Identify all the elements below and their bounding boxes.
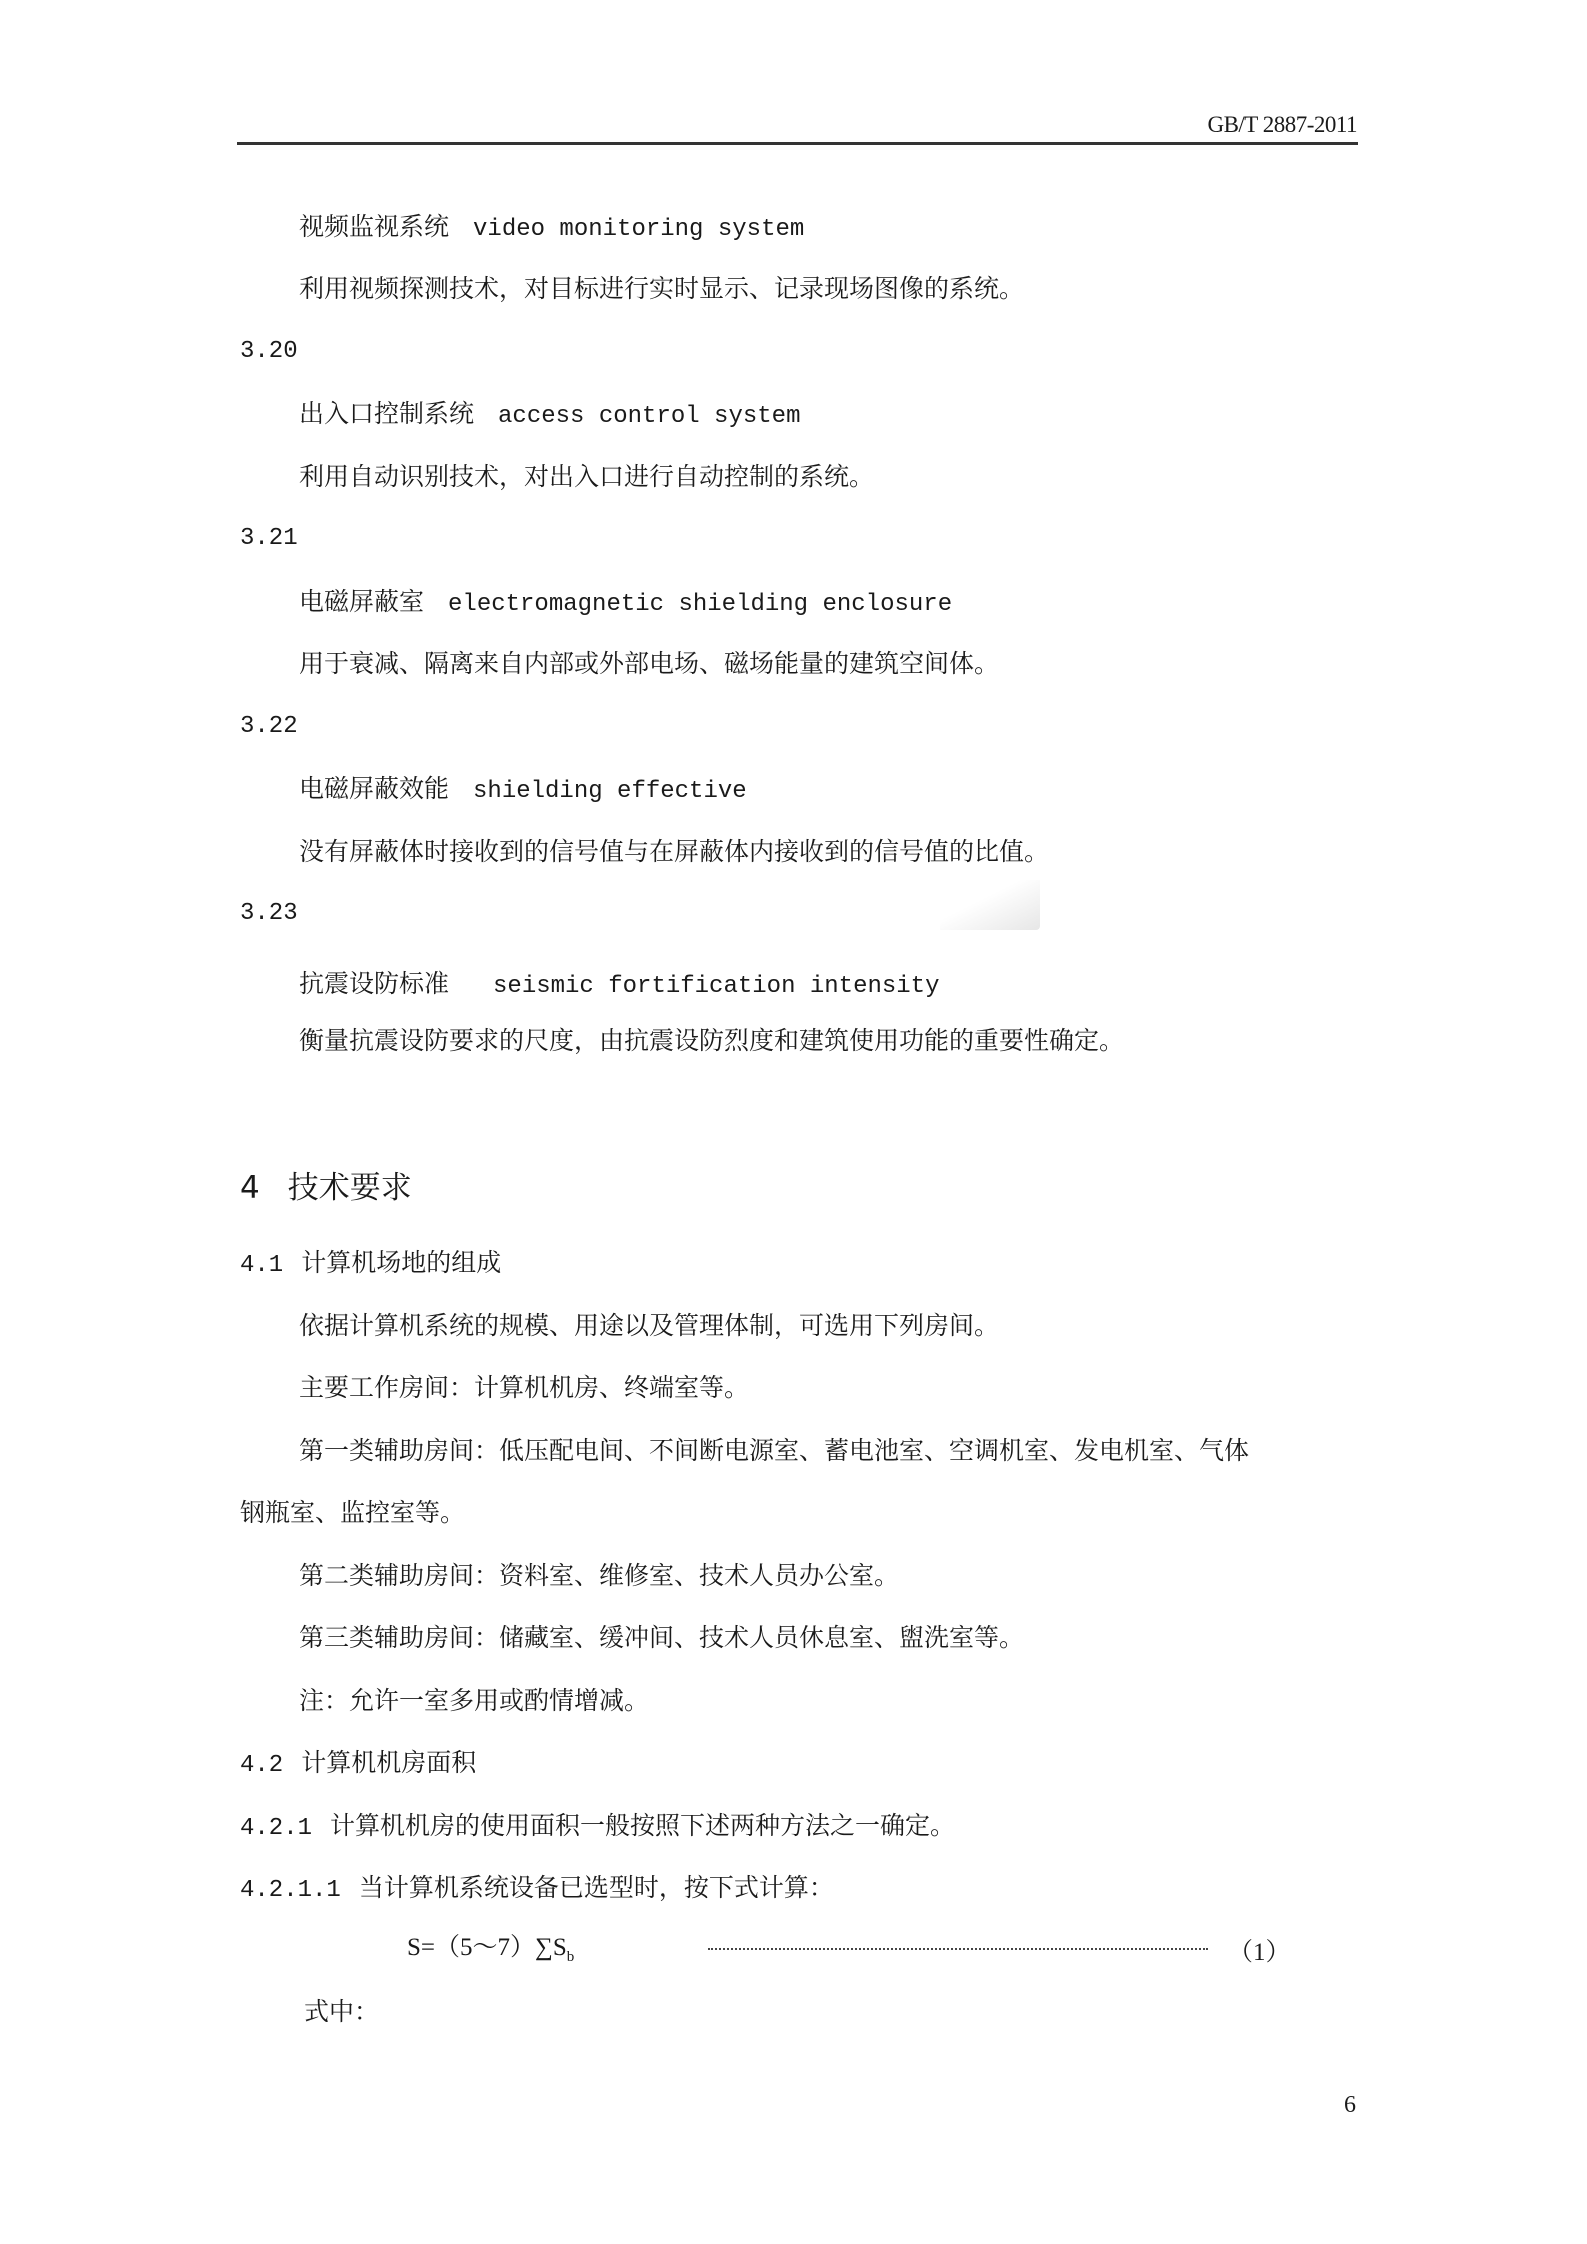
clause-title: 计算机机房面积 (301, 1748, 477, 1777)
term-zh: 出入口控制系统 (299, 399, 475, 428)
term-zh: 抗震设防标准 (299, 969, 450, 998)
paragraph: 第一类辅助房间：低压配电间、不间断电源室、蓄电池室、空调机室、发电机室、气体 (299, 1436, 1250, 1465)
term-number: 3.20 (240, 338, 298, 365)
note: 注：允许一室多用或酌情增减。 (299, 1686, 650, 1715)
term-definition: 没有屏蔽体时接收到的信号值与在屏蔽体内接收到的信号值的比值。 (299, 837, 1050, 866)
clause-title: 计算机场地的组成 (301, 1248, 502, 1277)
formula-expression: S=（5～7）∑S (407, 1934, 567, 1961)
term-zh: 视频监视系统 (299, 212, 450, 241)
clause-body: 当计算机系统设备已选型时，按下式计算： (358, 1873, 834, 1902)
clause-number: 4.2.1 (240, 1815, 313, 1842)
formula-leader-dots (708, 1948, 1208, 1950)
equation-number: （1） (1228, 1939, 1291, 1966)
term-en: electromagnetic shielding enclosure (448, 591, 953, 618)
paragraph: 主要工作房间：计算机机房、终端室等。 (299, 1373, 750, 1402)
term-zh: 电磁屏蔽效能 (299, 774, 450, 803)
paragraph: 依据计算机系统的规模、用途以及管理体制，可选用下列房间。 (299, 1311, 1000, 1340)
clause-heading (240, 1747, 476, 1782)
formula (407, 1932, 574, 1973)
term-heading (299, 773, 747, 808)
term-heading (299, 968, 940, 1003)
clause-text (240, 1872, 834, 1907)
scan-artifact (940, 880, 1040, 930)
term-definition: 利用自动识别技术，对出入口进行自动控制的系统。 (299, 462, 875, 491)
term-en: access control system (498, 403, 801, 430)
clause-heading (240, 1247, 501, 1282)
term-en: shielding effective (473, 778, 747, 805)
page-number: 6 (1344, 2092, 1356, 2118)
formula-subscript: b (566, 1949, 575, 1965)
clause-number: 4.1 (240, 1252, 284, 1279)
term-zh: 电磁屏蔽室 (299, 587, 425, 616)
term-definition: 衡量抗震设防要求的尺度，由抗震设防烈度和建筑使用功能的重要性确定。 (299, 1026, 1125, 1055)
section-number: 4 (240, 1170, 260, 1206)
clause-text (240, 1810, 955, 1845)
where-label: 式中： (304, 1997, 380, 2026)
clause-body: 计算机机房的使用面积一般按照下述两种方法之一确定。 (330, 1811, 956, 1840)
paragraph-continuation: 钢瓶室、监控室等。 (240, 1498, 466, 1527)
standard-number: GB/T 2887-2011 (1207, 112, 1357, 137)
paragraph: 第二类辅助房间：资料室、维修室、技术人员办公室。 (299, 1561, 900, 1590)
section-heading (240, 1168, 412, 1208)
paragraph: 第三类辅助房间：储藏室、缓冲间、技术人员休息室、盥洗室等。 (299, 1623, 1025, 1652)
term-en: video monitoring system (473, 216, 805, 243)
term-number: 3.21 (240, 525, 298, 552)
term-heading (299, 398, 800, 433)
section-title: 技术要求 (287, 1170, 412, 1206)
term-number: 3.22 (240, 713, 298, 740)
term-definition: 利用视频探测技术，对目标进行实时显示、记录现场图像的系统。 (299, 274, 1025, 303)
term-number: 3.23 (240, 900, 298, 927)
term-definition: 用于衰减、隔离来自内部或外部电场、磁场能量的建筑空间体。 (299, 649, 1000, 678)
clause-number: 4.2 (240, 1752, 284, 1779)
term-en: seismic fortification intensity (493, 973, 940, 1000)
term-heading (299, 211, 804, 246)
header-rule (237, 142, 1358, 145)
clause-number: 4.2.1.1 (240, 1877, 341, 1904)
term-heading (299, 586, 952, 621)
